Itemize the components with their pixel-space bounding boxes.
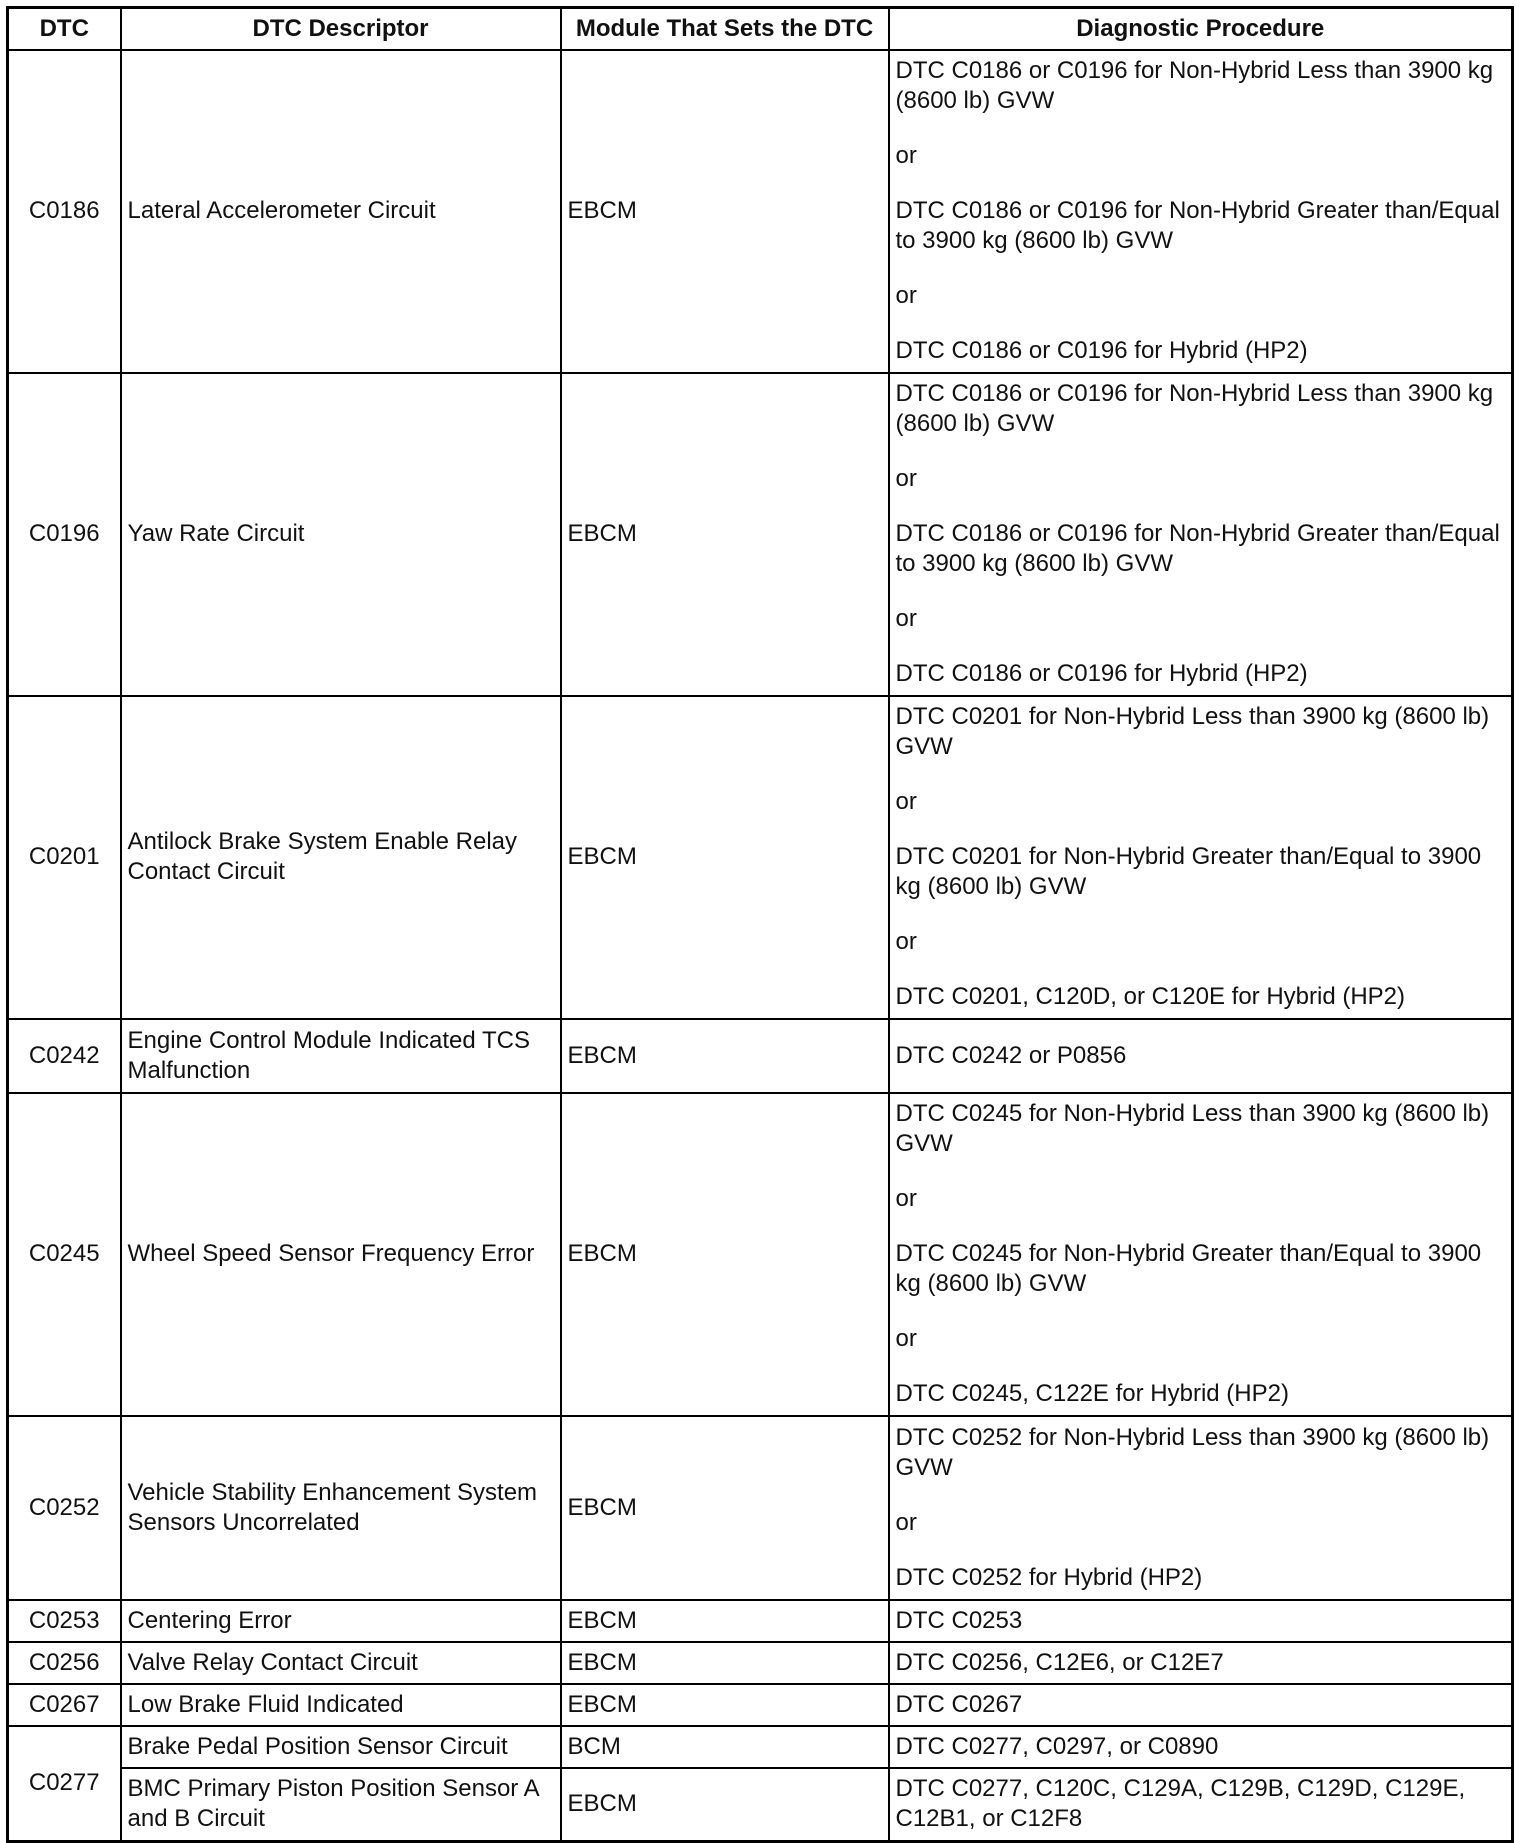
dtc-descriptor: Wheel Speed Sensor Frequency Error <box>121 1093 561 1416</box>
paragraph-gap <box>896 1354 1506 1379</box>
header-dtc: DTC <box>8 8 121 50</box>
procedure-line: DTC C0242 or P0856 <box>895 1041 1127 1069</box>
module-name: BCM <box>561 1726 889 1768</box>
table-row <box>8 1416 1513 1600</box>
diagnostic-procedure <box>889 50 1513 373</box>
procedure-line: or <box>895 605 917 632</box>
dtc-code: C0256 <box>8 1642 121 1684</box>
table-row <box>8 1600 1513 1642</box>
dtc-code: C0245 <box>8 1093 121 1416</box>
procedure-line: DTC C0253 <box>895 1606 1023 1634</box>
dtc-descriptor: Brake Pedal Position Sensor Circuit <box>121 1726 561 1768</box>
module-name: EBCM <box>561 373 889 696</box>
procedure-line: DTC C0245 for Non-Hybrid Greater than/Equal to 3900 kg (8600 lb) GVW <box>895 1240 1482 1297</box>
diagnostic-procedure <box>889 1416 1513 1600</box>
procedure-line: DTC C0245, C122E for Hybrid (HP2) <box>895 1380 1289 1407</box>
module-name: EBCM <box>561 1600 889 1642</box>
module-name: EBCM <box>561 1642 889 1684</box>
procedure-line: or <box>895 142 917 169</box>
table-row <box>8 1684 1513 1726</box>
table-row <box>8 1642 1513 1684</box>
dtc-code: C0253 <box>8 1600 121 1642</box>
table-row <box>8 373 1513 696</box>
procedure-line: or <box>895 1508 917 1536</box>
procedure-line: or <box>895 282 917 309</box>
diagnostic-procedure <box>889 696 1513 1019</box>
dtc-code: C0186 <box>8 50 121 373</box>
paragraph-gap <box>896 256 1506 281</box>
table-row <box>8 1093 1513 1416</box>
diagnostic-procedure <box>889 1684 1513 1726</box>
paragraph-gap <box>896 902 1506 927</box>
dtc-descriptor: Engine Control Module Indicated TCS Malfunction <box>121 1019 561 1093</box>
paragraph-gap <box>896 171 1506 196</box>
dtc-code: C0277 <box>8 1726 121 1842</box>
header-dtc-descriptor: DTC Descriptor <box>121 8 561 50</box>
table-row <box>8 50 1513 373</box>
paragraph-gap <box>896 311 1506 336</box>
procedure-line: DTC C0186 or C0196 for Non-Hybrid Less than 3900 kg (8600 lb) GVW <box>895 57 1494 114</box>
paragraph-gap <box>896 1214 1506 1239</box>
table-row <box>8 1768 1513 1842</box>
procedure-line: or <box>895 1185 917 1212</box>
dtc-descriptor: Antilock Brake System Enable Relay Contact Circuit <box>121 696 561 1019</box>
table-row <box>8 696 1513 1019</box>
diagnostic-procedure <box>889 373 1513 696</box>
header-row <box>8 8 1513 50</box>
procedure-line: or <box>895 928 917 955</box>
procedure-line: DTC C0186 or C0196 for Non-Hybrid Greater than/Equal to 3900 kg (8600 lb) GVW <box>895 197 1500 254</box>
procedure-line: DTC C0186 or C0196 for Hybrid (HP2) <box>895 660 1308 687</box>
procedure-line: or <box>895 788 917 815</box>
module-name: EBCM <box>561 1416 889 1600</box>
paragraph-gap <box>896 634 1506 659</box>
procedure-line: DTC C0252 for Hybrid (HP2) <box>895 1563 1203 1591</box>
procedure-line: DTC C0256, C12E6, or C12E7 <box>895 1648 1224 1676</box>
procedure-line: DTC C0201 for Non-Hybrid Less than 3900 kg (8600 lb) GVW <box>895 703 1490 760</box>
table-row <box>8 1726 1513 1768</box>
procedure-line: DTC C0201 for Non-Hybrid Greater than/Equal to 3900 kg (8600 lb) GVW <box>895 843 1482 900</box>
module-name: EBCM <box>561 1768 889 1842</box>
procedure-line: DTC C0267 <box>895 1690 1023 1718</box>
paragraph-gap <box>896 762 1506 787</box>
paragraph-gap <box>896 817 1506 842</box>
paragraph-gap <box>896 1299 1506 1324</box>
diagnostic-procedure <box>889 1093 1513 1416</box>
dtc-table <box>6 6 1514 1843</box>
module-name: EBCM <box>561 1684 889 1726</box>
procedure-line: DTC C0245 for Non-Hybrid Less than 3900 kg (8600 lb) GVW <box>895 1100 1490 1157</box>
diagnostic-procedure <box>889 1600 1513 1642</box>
paragraph-gap <box>896 1538 1506 1563</box>
procedure-line: DTC C0252 for Non-Hybrid Less than 3900 kg (8600 lb) GVW <box>895 1423 1490 1481</box>
module-name: EBCM <box>561 1019 889 1093</box>
dtc-descriptor: Lateral Accelerometer Circuit <box>121 50 561 373</box>
dtc-descriptor: Valve Relay Contact Circuit <box>121 1642 561 1684</box>
paragraph-gap <box>896 1159 1506 1184</box>
table-row <box>8 1019 1513 1093</box>
diagnostic-procedure: DTC C0277, C120C, C129A, C129B, C129D, C129E, C12B1, or C12F8 <box>889 1768 1513 1842</box>
procedure-line: or <box>895 465 917 492</box>
dtc-descriptor: Centering Error <box>121 1600 561 1642</box>
dtc-descriptor: Low Brake Fluid Indicated <box>121 1684 561 1726</box>
dtc-descriptor: BMC Primary Piston Position Sensor A and B Circuit <box>121 1768 561 1842</box>
module-name: EBCM <box>561 50 889 373</box>
paragraph-gap <box>896 1483 1506 1508</box>
paragraph-gap <box>896 579 1506 604</box>
procedure-line: DTC C0186 or C0196 for Hybrid (HP2) <box>895 337 1308 364</box>
paragraph-gap <box>896 116 1506 141</box>
dtc-descriptor: Yaw Rate Circuit <box>121 373 561 696</box>
procedure-line: DTC C0186 or C0196 for Non-Hybrid Less than 3900 kg (8600 lb) GVW <box>895 380 1494 437</box>
dtc-code: C0267 <box>8 1684 121 1726</box>
dtc-descriptor: Vehicle Stability Enhancement System Sensors Uncorrelated <box>121 1416 561 1600</box>
dtc-code: C0201 <box>8 696 121 1019</box>
table-body <box>8 50 1513 1842</box>
diagnostic-procedure <box>889 1019 1513 1093</box>
paragraph-gap <box>896 494 1506 519</box>
module-name: EBCM <box>561 1093 889 1416</box>
paragraph-gap <box>896 957 1506 982</box>
header-module: Module That Sets the DTC <box>561 8 889 50</box>
dtc-code: C0242 <box>8 1019 121 1093</box>
dtc-code: C0252 <box>8 1416 121 1600</box>
module-name: EBCM <box>561 696 889 1019</box>
header-diagnostic-procedure: Diagnostic Procedure <box>889 8 1513 50</box>
diagnostic-procedure <box>889 1642 1513 1684</box>
paragraph-gap <box>896 439 1506 464</box>
diagnostic-procedure: DTC C0277, C0297, or C0890 <box>889 1726 1513 1768</box>
procedure-line: DTC C0186 or C0196 for Non-Hybrid Greater than/Equal to 3900 kg (8600 lb) GVW <box>895 520 1500 577</box>
dtc-code: C0196 <box>8 373 121 696</box>
procedure-line: or <box>895 1325 917 1352</box>
procedure-line: DTC C0201, C120D, or C120E for Hybrid (HP2) <box>895 983 1406 1010</box>
